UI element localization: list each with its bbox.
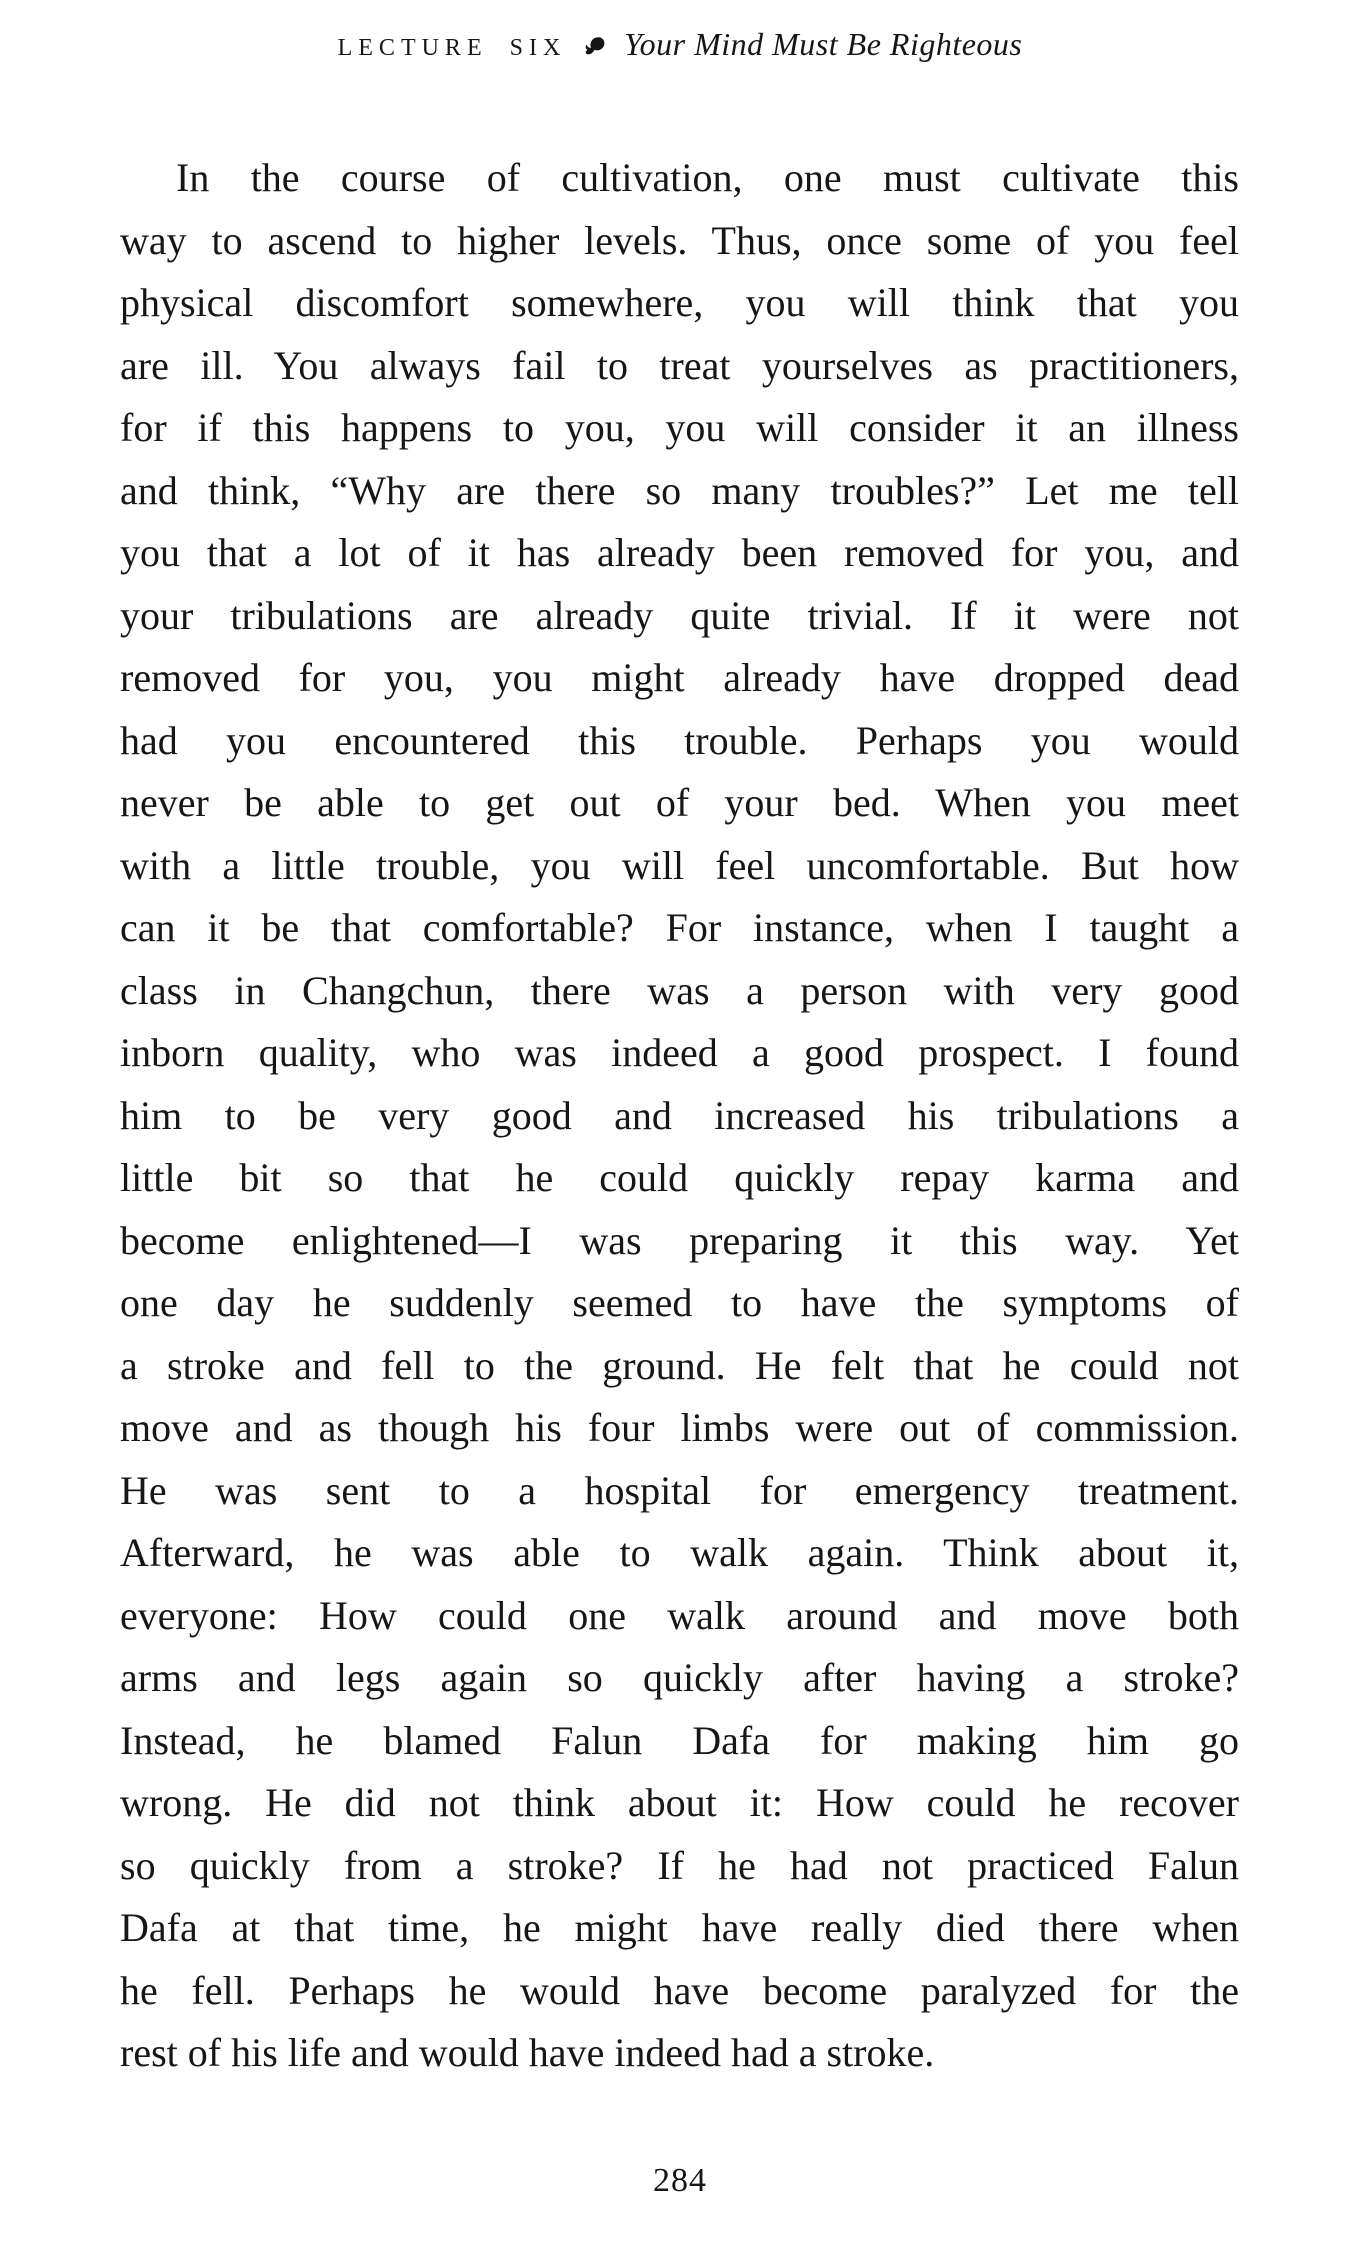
text-line: wrong. He did not think about it: How could he recover	[120, 1780, 1239, 1825]
text-line: removed for you, you might already have dropped dead	[120, 655, 1239, 700]
text-line: Afterward, he was able to walk again. Think about it,	[120, 1530, 1239, 1575]
text-line: move and as though his four limbs were out of commission.	[120, 1405, 1239, 1450]
text-line: had you encountered this trouble. Perhaps you would	[120, 717, 1239, 763]
text-line: he fell. Perhaps he would have become paralyzed for the	[120, 1967, 1239, 2013]
page-number: 284	[653, 2162, 707, 2199]
text-line: Instead, he blamed Falun Dafa for making him go	[120, 1717, 1239, 1763]
text-line: arms and legs again so quickly after having a stroke?	[120, 1655, 1239, 1700]
text-line: your tribulations are already quite trivial. If it were not	[120, 592, 1239, 638]
text-line: little bit so that he could quickly repay karma and	[120, 1155, 1239, 1200]
text-line: with a little trouble, you will feel uncomfortable. But how	[120, 842, 1239, 888]
text-line: him to be very good and increased his tribulations a	[120, 1092, 1239, 1138]
text-line: a stroke and fell to the ground. He felt that he could not	[120, 1342, 1239, 1388]
fleuron-leaf-icon	[582, 34, 608, 58]
body-text	[120, 147, 1239, 2085]
text-line: way to ascend to higher levels. Thus, once some of you feel	[120, 217, 1239, 263]
text-line: never be able to get out of your bed. When you meet	[120, 780, 1239, 825]
text-line: everyone: How could one walk around and move both	[120, 1592, 1239, 1638]
text-line: inborn quality, who was indeed a good prospect. I found	[120, 1030, 1239, 1075]
text-line: In the course of cultivation, one must cultivate this	[176, 155, 1239, 200]
text-line: physical discomfort somewhere, you will think that you	[120, 280, 1239, 325]
text-line: rest of his life and would have indeed had a stroke.	[120, 2030, 935, 2075]
text-line: one day he suddenly seemed to have the symptoms of	[120, 1280, 1239, 1325]
text-line: so quickly from a stroke? If he had not practiced Falun	[120, 1842, 1239, 1888]
text-line: He was sent to a hospital for emergency treatment.	[120, 1467, 1239, 1513]
text-line: are ill. You always fail to treat yourselves as practitioners,	[120, 342, 1239, 388]
text-line: become enlightened—I was preparing it this way. Yet	[120, 1217, 1239, 1263]
text-line: and think, “Why are there so many troubles?” Let me tell	[120, 467, 1239, 513]
chapter-title: Your Mind Must Be Righteous	[624, 26, 1023, 62]
text-line: can it be that comfortable? For instance, when I taught a	[120, 905, 1239, 950]
lecture-section-label: LECTURE SIX	[337, 35, 567, 61]
text-line: for if this happens to you, you will consider it an illness	[120, 405, 1239, 450]
text-line: Dafa at that time, he might have really died there when	[120, 1905, 1239, 1950]
text-line: class in Changchun, there was a person with very good	[120, 967, 1239, 1013]
running-header	[0, 26, 1360, 63]
text-line: you that a lot of it has already been removed for you, and	[120, 530, 1239, 575]
